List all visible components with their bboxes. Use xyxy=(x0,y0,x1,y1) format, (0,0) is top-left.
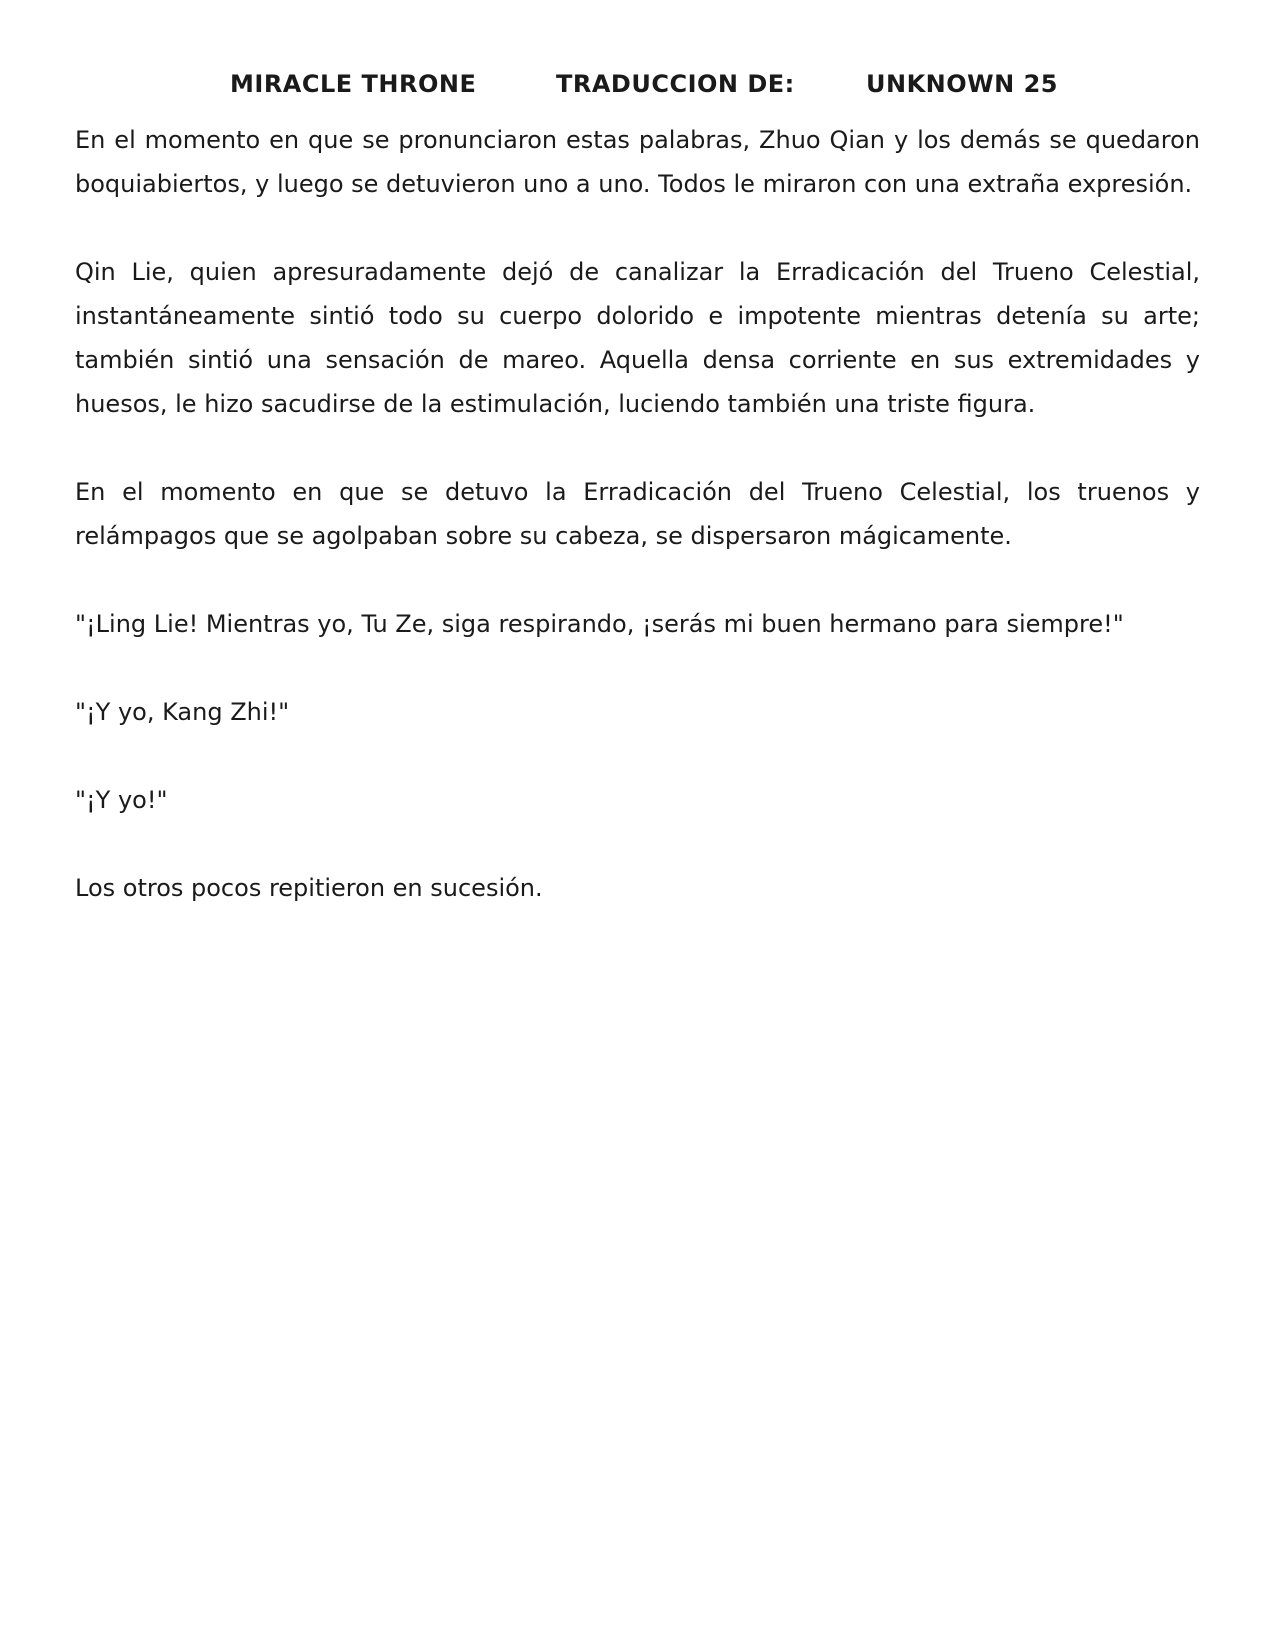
novel-title: MIRACLE THRONE xyxy=(230,70,477,98)
dialogue-tu-ze: "¡Ling Lie! Mientras yo, Tu Ze, siga respirando, ¡serás mi buen hermano para siempre!" xyxy=(75,610,1124,638)
translation-label: TRADUCCION DE: xyxy=(556,70,795,98)
dialogue-kang-zhi: "¡Y yo, Kang Zhi!" xyxy=(75,698,290,726)
translator-name: UNKNOWN 25 xyxy=(866,70,1058,98)
chapter-body xyxy=(75,118,1200,954)
paragraph-3: En el momento en que se detuvo la Erradicación del Trueno Celestial, los truenos y relámpagos que se agolpaban sobre su cabeza, se dispersaron mágicamente. xyxy=(75,478,1200,550)
page-header xyxy=(0,70,1275,110)
paragraph-2: Qin Lie, quien apresuradamente dejó de canalizar la Erradicación del Trueno Celestial, instantáneamente sintió todo su cuerpo dolorido e impotente mientras detenía su arte; también sintió una sensación de mareo. Aquella densa corriente en sus extremidades y huesos, le hizo sacudirse de la estimulación, luciendo también una triste figura. xyxy=(75,258,1200,418)
paragraph-closing: Los otros pocos repitieron en sucesión. xyxy=(75,874,543,902)
dialogue-others: "¡Y yo!" xyxy=(75,786,168,814)
paragraph-1: En el momento en que se pronunciaron estas palabras, Zhuo Qian y los demás se quedaron boquiabiertos, y luego se detuvieron uno a uno. Todos le miraron con una extraña expresión. xyxy=(75,126,1200,198)
